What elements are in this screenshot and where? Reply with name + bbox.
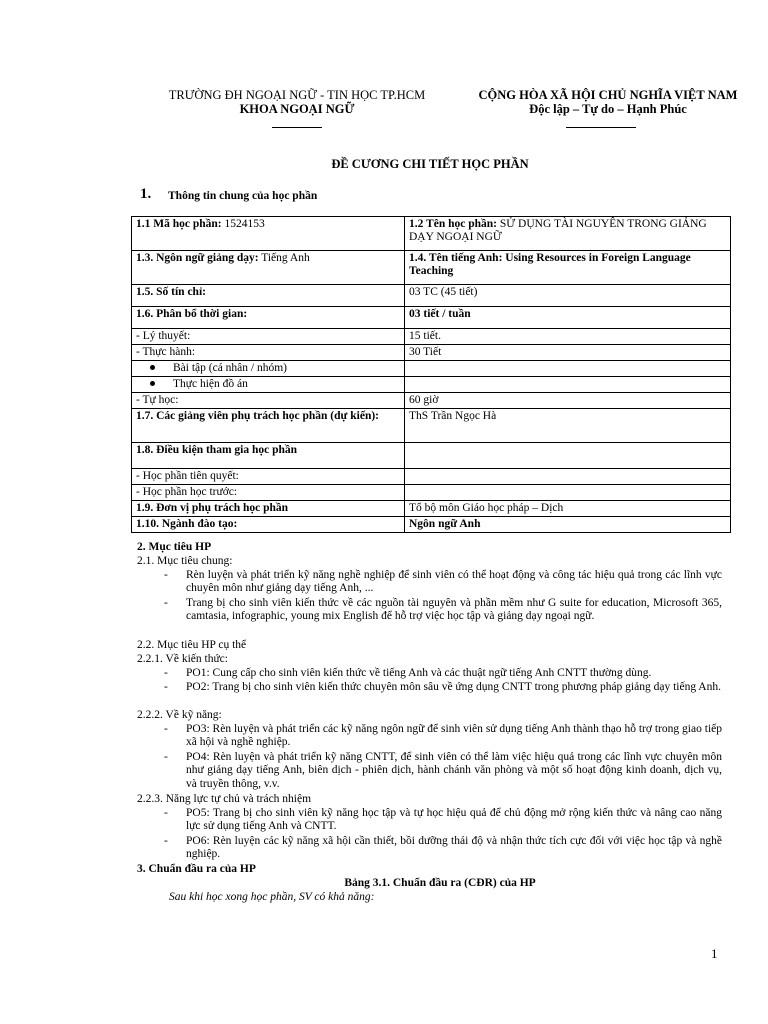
section-3-heading: 3. Chuẩn đầu ra của HP — [137, 863, 256, 875]
course-code-label: 1.1 Mã học phần: — [136, 218, 222, 230]
prerequisite-course-label: - Học phần tiên quyết: — [132, 469, 405, 485]
english-name-label: 1.4. Tên tiếng Anh: — [409, 252, 503, 264]
list-item: PO5: Trang bị cho sinh viên kỹ năng học tập và tự học hiệu quả để chủ động mở rộng kiến thức và nâng cao năng lực sử dụng tiếng Anh và CNTT. — [186, 807, 722, 833]
dash-bullet: - — [164, 667, 168, 679]
previous-course-label: - Học phần học trước: — [132, 485, 405, 501]
page-number: 1 — [711, 946, 718, 961]
english-name-value: Using Resources in Foreign Language Teaching — [409, 252, 691, 277]
table-cell — [132, 251, 405, 285]
exercises-value — [405, 361, 731, 377]
credits-label: 1.5. Số tín chỉ: — [132, 285, 405, 307]
bullet-icon — [150, 365, 155, 370]
prerequisites-label: 1.8. Điều kiện tham gia học phần — [132, 443, 405, 469]
table-row — [132, 469, 731, 485]
list-item: Rèn luyện và phát triển kỹ năng nghề nghiệp để sinh viên có thể hoạt động và công tác hiệu quả trong các lĩnh vực chuyên môn như giảng dạy tiếng Anh, ... — [186, 569, 722, 595]
section-2-2-1-heading: 2.2.1. Về kiến thức: — [137, 653, 228, 665]
project-label: Thực hiện đồ án — [173, 378, 248, 390]
table-row — [132, 377, 731, 393]
table-cell — [132, 217, 405, 251]
previous-course-value — [405, 485, 731, 501]
section-2-2-heading: 2.2. Mục tiêu HP cụ thể — [137, 639, 247, 651]
list-item: PO2: Trang bị cho sinh viên kiến thức chuyên môn sâu về ứng dụng CNTT trong phương pháp giảng dạy tiếng Anh. — [186, 681, 721, 693]
prerequisites-value — [405, 443, 731, 469]
time-allocation-label: 1.6. Phân bổ thời gian: — [132, 307, 405, 329]
table-row — [132, 501, 731, 517]
major-label: 1.10. Ngành đào tạo: — [132, 517, 405, 533]
section-1-number: 1. — [140, 186, 152, 202]
table-row — [132, 361, 731, 377]
list-item: Trang bị cho sinh viên kiến thức về các nguồn tài nguyên và phần mềm như G suite for education, Microsoft 365, camtasia, infographic, young mix English để hỗ trợ việc học tập và giảng dạy ngoại ngữ. — [186, 597, 722, 623]
faculty-name: KHOA NGOẠI NGỮ — [239, 102, 355, 116]
course-name-label: 1.2 Tên học phần: — [409, 218, 497, 230]
header-left-underline — [272, 127, 322, 128]
list-item: PO6: Rèn luyện các kỹ năng xã hội cần thiết, bồi dưỡng thái độ và nhận thức tích cực đối với việc học tập và nghề nghiệp. — [186, 835, 722, 861]
time-allocation-value: 03 tiết / tuần — [405, 307, 731, 329]
section-2-2-3-heading: 2.2.3. Năng lực tự chủ và trách nhiệm — [137, 793, 312, 805]
table-row — [132, 251, 731, 285]
table-row — [132, 285, 731, 307]
section-2-1-heading: 2.1. Mục tiêu chung: — [137, 555, 233, 567]
list-item: PO4: Rèn luyện và phát triển kỹ năng CNTT, để sinh viên có thể làm việc hiệu quả trong các lĩnh vực chuyên môn như giảng dạy tiếng Anh, biên dịch - phiên dịch, hành chánh văn phòng và một số hoạt động kinh doanh, dịch vụ, và truyền thông, v.v. — [186, 751, 722, 790]
dash-bullet: - — [164, 723, 168, 735]
table-row — [132, 485, 731, 501]
major-value: Ngôn ngữ Anh — [405, 517, 731, 533]
prerequisite-course-value — [405, 469, 731, 485]
table-cell — [405, 251, 731, 285]
self-study-label: - Tự học: — [132, 393, 405, 409]
table-row — [132, 393, 731, 409]
theory-value: 15 tiết. — [405, 329, 731, 345]
learning-outcomes-intro: Sau khi học xong học phần, SV có khả năng: — [169, 891, 375, 903]
practice-value: 30 Tiết — [405, 345, 731, 361]
table-row — [132, 517, 731, 533]
table-caption: Bảng 3.1. Chuẩn đầu ra (CĐR) của HP — [344, 877, 536, 889]
department-value: Tổ bộ môn Giáo học pháp – Dịch — [405, 501, 731, 517]
self-study-value: 60 giờ — [405, 393, 731, 409]
dash-bullet: - — [164, 835, 168, 847]
school-name: TRƯỜNG ĐH NGOẠI NGỮ - TIN HỌC TP.HCM — [168, 88, 426, 102]
dash-bullet: - — [164, 569, 168, 581]
practice-label: - Thực hành: — [132, 345, 405, 361]
table-row — [132, 329, 731, 345]
dash-bullet: - — [164, 751, 168, 763]
table-row — [132, 443, 731, 469]
project-value — [405, 377, 731, 393]
exercises-label: Bài tập (cá nhân / nhóm) — [173, 362, 288, 374]
national-title: CỘNG HÒA XÃ HỘI CHỦ NGHĨA VIỆT NAM — [478, 88, 738, 102]
dash-bullet: - — [164, 807, 168, 819]
dash-bullet: - — [164, 681, 168, 693]
credits-value: 03 TC (45 tiết) — [405, 285, 731, 307]
course-info-table — [131, 216, 731, 533]
section-2-2-2-heading: 2.2.2. Về kỹ năng: — [137, 709, 222, 721]
teaching-language-label: 1.3. Ngôn ngữ giảng dạy: — [136, 252, 259, 264]
header-right-underline — [566, 127, 636, 128]
theory-label: - Lý thuyết: — [132, 329, 405, 345]
department-label: 1.9. Đơn vị phụ trách học phần — [132, 501, 405, 517]
table-cell — [132, 361, 405, 377]
lecturers-label: 1.7. Các giảng viên phụ trách học phần (dự kiến): — [132, 409, 405, 443]
document-title: ĐỀ CƯƠNG CHI TIẾT HỌC PHẦN — [331, 157, 529, 171]
table-row — [132, 217, 731, 251]
table-row — [132, 307, 731, 329]
table-row — [132, 409, 731, 443]
table-row — [132, 345, 731, 361]
list-item: PO3: Rèn luyện và phát triển các kỹ năng ngôn ngữ để sinh viên sử dụng tiếng Anh thành thạo hỗ trợ trong giao tiếp xã hội và nghề nghiệp. — [186, 723, 722, 749]
section-2-heading: 2. Mục tiêu HP — [137, 541, 212, 553]
teaching-language-value: Tiếng Anh — [258, 252, 310, 264]
bullet-icon — [150, 381, 155, 386]
table-cell — [405, 217, 731, 251]
dash-bullet: - — [164, 597, 168, 609]
national-motto: Độc lập – Tự do – Hạnh Phúc — [529, 102, 687, 116]
section-1-heading: Thông tin chung của học phần — [168, 190, 318, 202]
list-item: PO1: Cung cấp cho sinh viên kiến thức về tiếng Anh và các thuật ngữ tiếng Anh CNTT thường dùng. — [186, 667, 652, 679]
course-name-value: SỬ DỤNG TÀI NGUYÊN TRONG GIẢNG DẠY NGOẠI NGỮ — [409, 218, 707, 243]
lecturers-value: ThS Trần Ngọc Hà — [405, 409, 731, 443]
course-code-value: 1524153 — [221, 218, 265, 230]
table-cell — [132, 377, 405, 393]
